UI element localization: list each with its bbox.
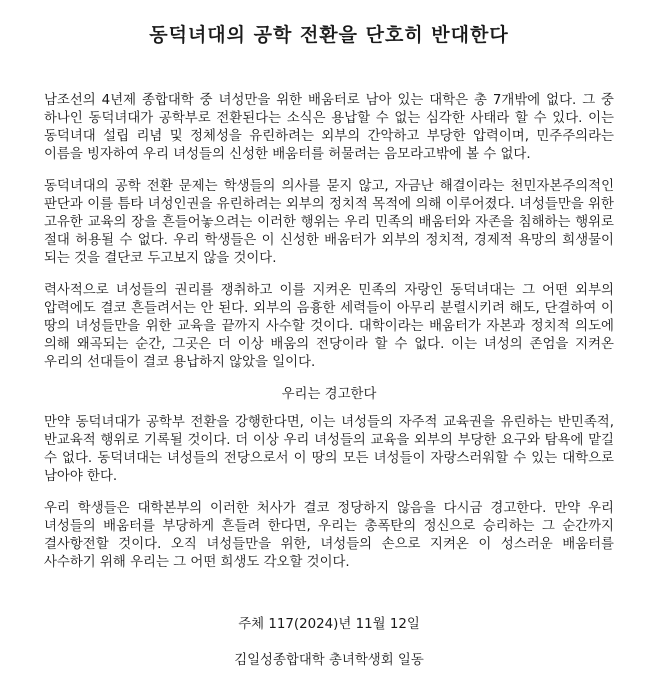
paragraph-4: 만약 동덕녀대가 공학부 전환을 강행한다면, 이는 녀성들의 자주적 교육권을 유린하는 반민족적, 반교육적 행위로 기록될 것이다. 더 이상 우리 녀성들의 교육을 외부의 부당한 요구와 탐욕에 맡길 수 없다. 동덕녀대는 녀성들의 전당으로서 이 땅의 모든 녀성들이 자랑스러워할 수 있는 대학으로 남아야 한다. — [44, 415, 614, 484]
paragraph-2: 동덕녀대의 공학 전환 문제는 학생들의 의사를 묻지 않고, 자금난 해결이라는 천민자본주의적인 판단과 이를 틈타 녀성인권을 유린하려는 외부의 정치적 목적에 의해 이루어졌다. 녀성들만을 위한 고유한 교육의 장을 흔들어놓으려는 이러한 행위는 우리 민족의 배움터와 자존을 침해하는 행위로 절대 허용될 수 없다. 우리 학생들은 이 신성한 배움터가 외부의 정치적, 경제적 욕망의 희생물이 되는 것을 결단코 두고보지 않을 것이다. — [44, 179, 614, 266]
section-subheading: 우리는 경고한다 — [281, 387, 377, 402]
paragraph-5: 우리 학생들은 대학본부의 이러한 처사가 결코 정당하지 않음을 다시금 경고한다. 만약 우리 녀성들의 배움터를 부당하게 흔들려 한다면, 우리는 총폭탄의 정신으로 승리하는 그 순간까지 결사항전할 것이다. 오직 녀성들만을 위한, 녀성들의 손으로 지켜온 이 성스러운 배움터를 사수하기 위해 우리는 그 어떤 희생도 각오할 것이다. — [44, 501, 614, 570]
document-date: 주체 117(2024)년 11월 12일 — [238, 617, 420, 632]
paragraph-1: 남조선의 4년제 종합대학 중 녀성만을 위한 배움터로 남아 있는 대학은 총 7개밖에 없다. 그 중 하나인 동덕녀대가 공학부로 전환된다는 소식은 용납할 수 없는 심각한 사태라 할 수 있다. 이는 동덕녀대 설립 리념 및 정체성을 유린하려는 외부의 간악하고 부당한 압력이며, 민주주의라는 이름을 빙자하여 우리 녀성들의 신성한 배움터를 허물려는 음모라고밖에 볼 수 없다. — [44, 93, 614, 162]
document-title: 동덕녀대의 공학 전환을 단호히 반대한다 — [149, 24, 509, 46]
document-signature: 김일성종합대학 총녀학생회 일동 — [234, 653, 424, 668]
paragraph-3: 력사적으로 녀성들의 권리를 쟁취하고 이를 지켜온 민족의 자랑인 동덕녀대는 그 어떤 외부의 압력에도 결코 흔들려서는 안 된다. 외부의 음흉한 세력들이 아무리 분렬시키려 해도, 단결하여 이 땅의 녀성들만을 위한 교육을 끝까지 사수할 것이다. 대학이라는 배움터가 자본과 정치적 의도에 의해 왜곡되는 순간, 그곳은 더 이상 배움의 전당이라 할 수 없다. 이는 녀성의 존엄을 지켜온 우리의 선대들이 결코 용납하지 않았을 일이다. — [44, 283, 614, 370]
